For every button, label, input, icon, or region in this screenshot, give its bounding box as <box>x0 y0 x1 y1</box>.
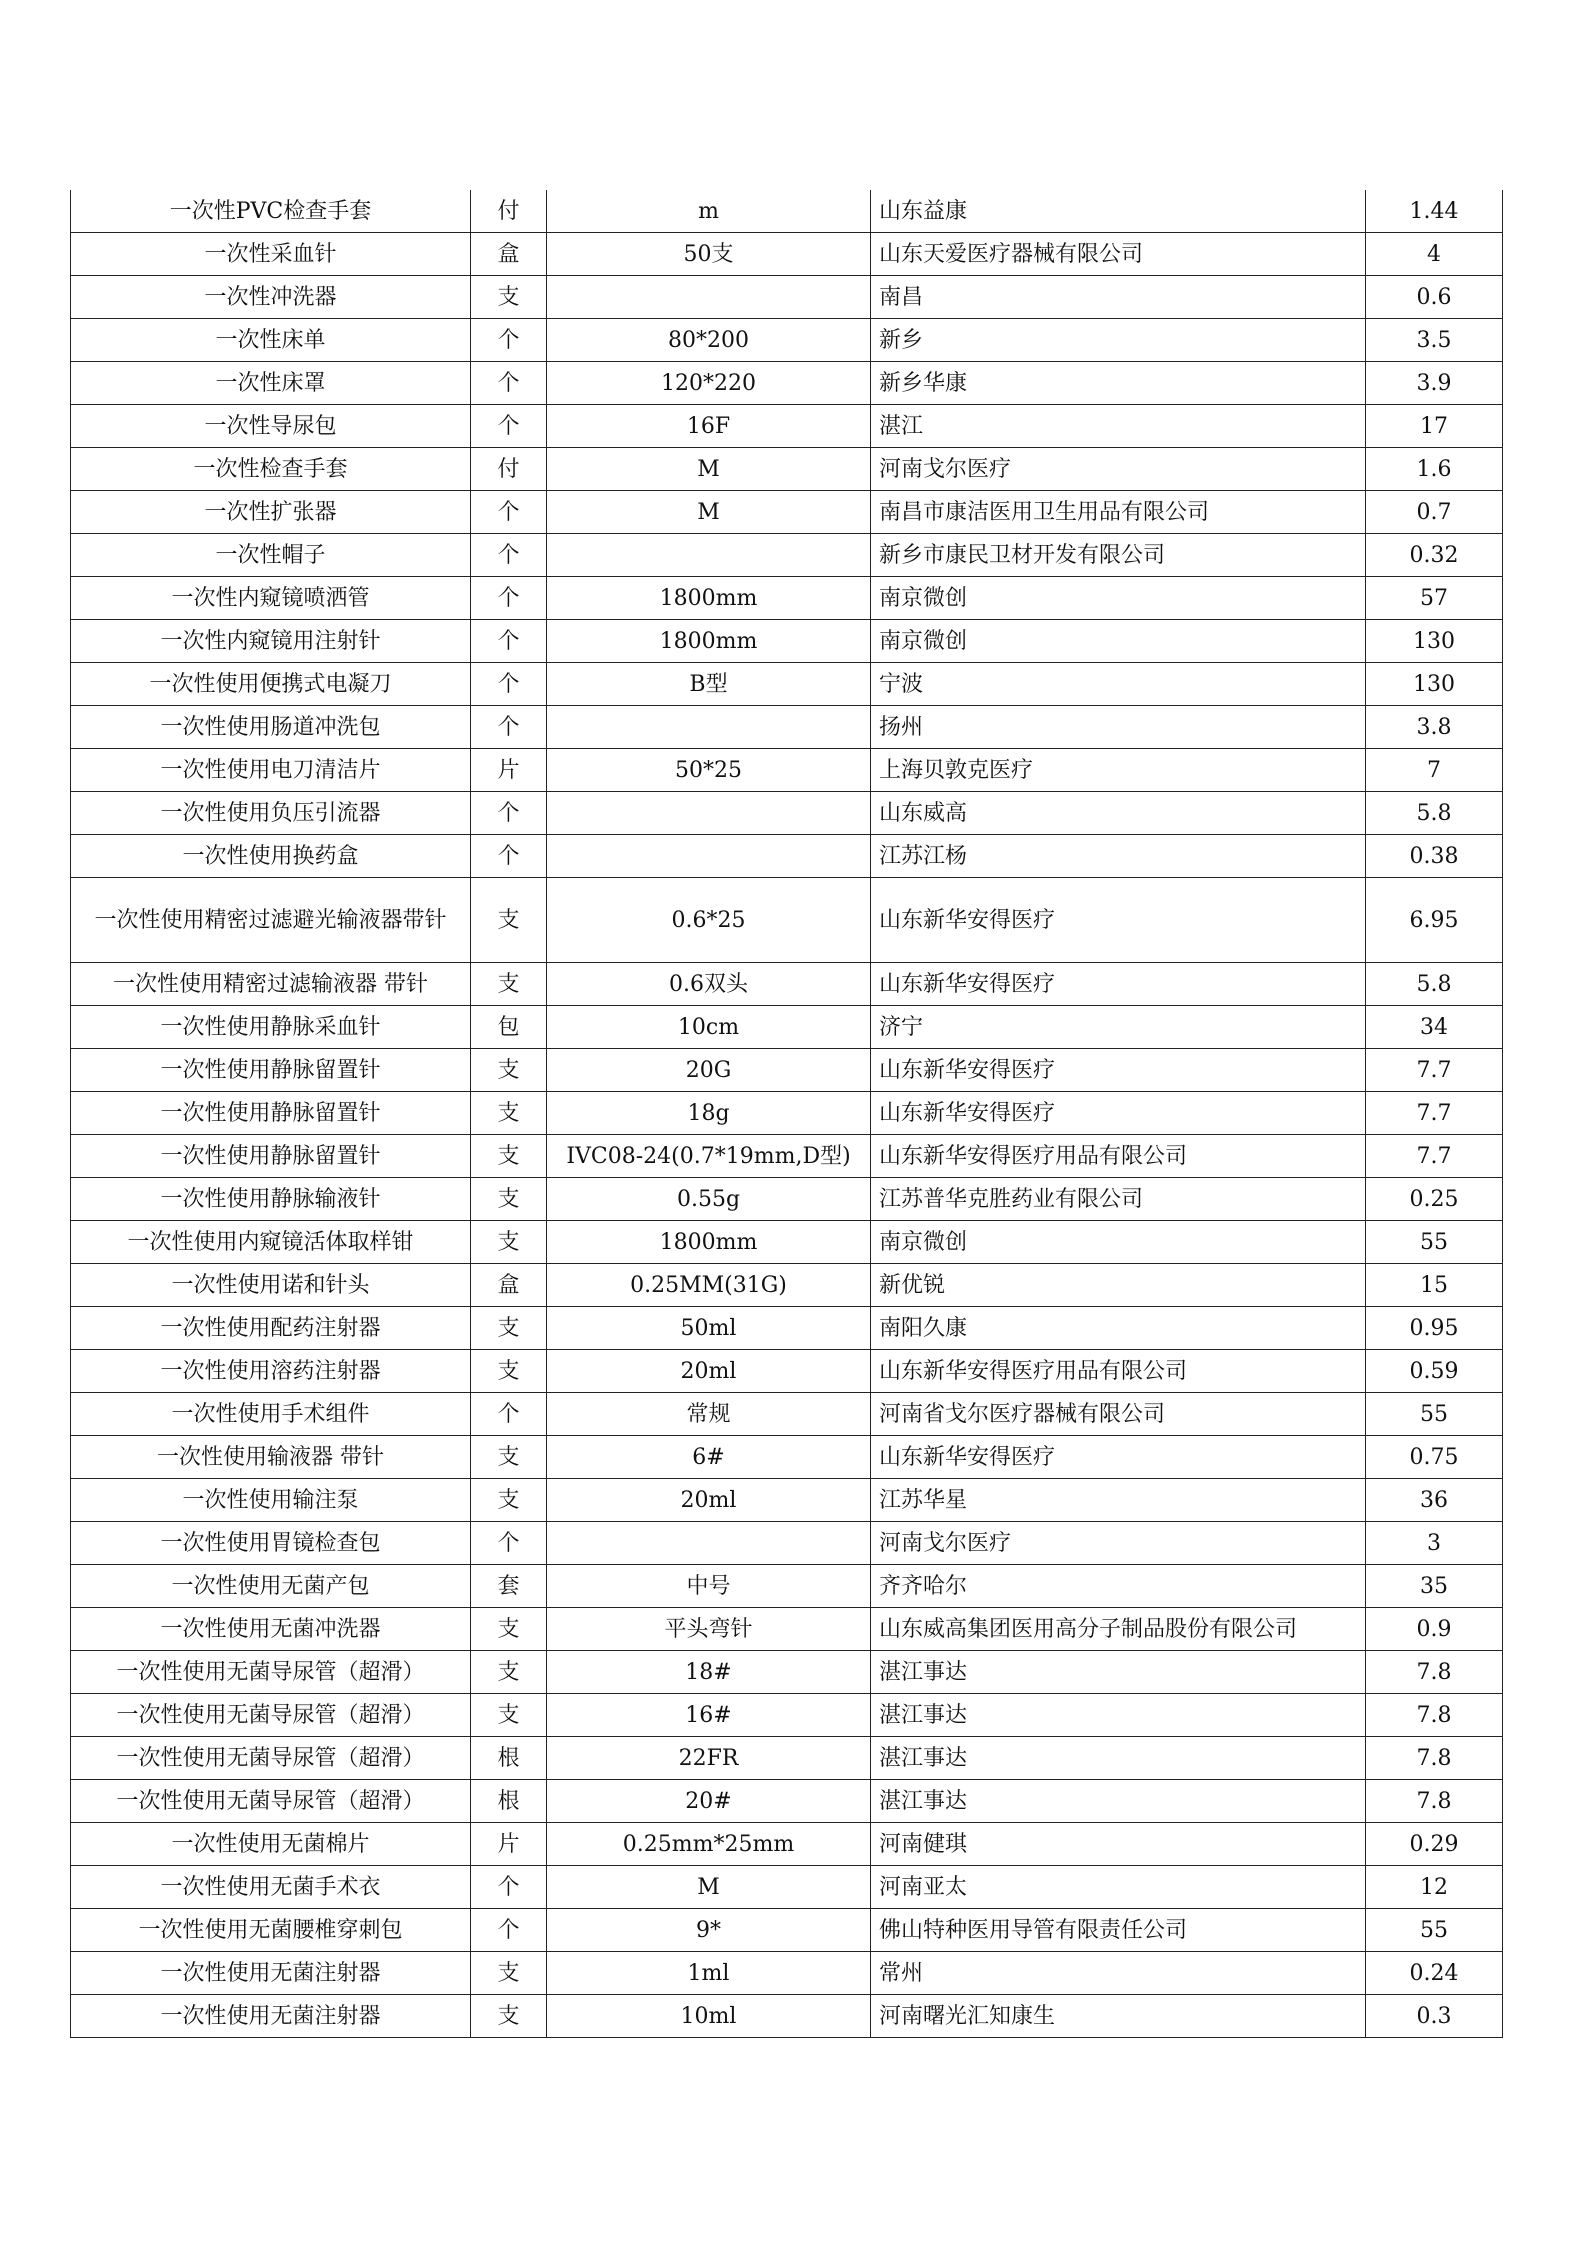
table-row <box>71 1049 1503 1092</box>
table-row <box>71 1393 1503 1436</box>
unit-cell: 支 <box>471 276 547 319</box>
item-name-cell: 一次性使用无菌注射器 <box>71 1952 471 1995</box>
price-cell: 1.44 <box>1366 190 1503 233</box>
manufacturer-cell: 南昌市康洁医用卫生用品有限公司 <box>871 491 1366 534</box>
spec-cell: M <box>547 491 871 534</box>
item-name-cell: 一次性使用胃镜检查包 <box>71 1522 471 1565</box>
item-name-cell: 一次性使用配药注射器 <box>71 1307 471 1350</box>
manufacturer-cell: 齐齐哈尔 <box>871 1565 1366 1608</box>
spec-cell: M <box>547 1866 871 1909</box>
table-row <box>71 1479 1503 1522</box>
price-cell: 0.32 <box>1366 534 1503 577</box>
unit-cell: 片 <box>471 1823 547 1866</box>
manufacturer-cell: 佛山特种医用导管有限责任公司 <box>871 1909 1366 1952</box>
price-cell: 5.8 <box>1366 963 1503 1006</box>
table-row <box>71 878 1503 963</box>
item-name-cell: 一次性床罩 <box>71 362 471 405</box>
unit-cell: 支 <box>471 1307 547 1350</box>
manufacturer-cell: 江苏华星 <box>871 1479 1366 1522</box>
item-name-cell: 一次性使用静脉输液针 <box>71 1178 471 1221</box>
manufacturer-cell: 山东新华安得医疗 <box>871 1436 1366 1479</box>
item-name-cell: 一次性使用肠道冲洗包 <box>71 706 471 749</box>
item-name-cell: 一次性使用输液器 带针 <box>71 1436 471 1479</box>
table-row <box>71 1651 1503 1694</box>
price-cell: 3.9 <box>1366 362 1503 405</box>
price-cell: 7 <box>1366 749 1503 792</box>
spec-cell: 50ml <box>547 1307 871 1350</box>
price-cell: 7.8 <box>1366 1694 1503 1737</box>
table-row <box>71 1264 1503 1307</box>
unit-cell: 个 <box>471 1393 547 1436</box>
price-cell: 7.8 <box>1366 1780 1503 1823</box>
price-cell: 17 <box>1366 405 1503 448</box>
table-row <box>71 1780 1503 1823</box>
table-row <box>71 1737 1503 1780</box>
spec-cell: 50*25 <box>547 749 871 792</box>
table-row <box>71 1221 1503 1264</box>
unit-cell: 支 <box>471 963 547 1006</box>
spec-cell: B型 <box>547 663 871 706</box>
unit-cell: 付 <box>471 190 547 233</box>
item-name-cell: 一次性PVC检查手套 <box>71 190 471 233</box>
spec-cell: IVC08-24(0.7*19mm,D型) <box>547 1135 871 1178</box>
unit-cell: 支 <box>471 1049 547 1092</box>
spec-cell <box>547 534 871 577</box>
item-name-cell: 一次性使用静脉留置针 <box>71 1135 471 1178</box>
spec-cell <box>547 276 871 319</box>
table-row <box>71 1995 1503 2038</box>
item-name-cell: 一次性内窥镜用注射针 <box>71 620 471 663</box>
price-cell: 7.8 <box>1366 1651 1503 1694</box>
spec-cell: 0.6双头 <box>547 963 871 1006</box>
unit-cell: 支 <box>471 1092 547 1135</box>
manufacturer-cell: 湛江事达 <box>871 1737 1366 1780</box>
unit-cell: 包 <box>471 1006 547 1049</box>
manufacturer-cell: 山东新华安得医疗用品有限公司 <box>871 1350 1366 1393</box>
unit-cell: 根 <box>471 1737 547 1780</box>
table-row <box>71 1608 1503 1651</box>
price-cell: 7.7 <box>1366 1092 1503 1135</box>
table-row <box>71 620 1503 663</box>
item-name-cell: 一次性使用无菌导尿管（超滑） <box>71 1780 471 1823</box>
price-cell: 0.59 <box>1366 1350 1503 1393</box>
spec-cell: 1ml <box>547 1952 871 1995</box>
spec-cell: m <box>547 190 871 233</box>
item-name-cell: 一次性使用无菌产包 <box>71 1565 471 1608</box>
item-name-cell: 一次性帽子 <box>71 534 471 577</box>
manufacturer-cell: 河南戈尔医疗 <box>871 448 1366 491</box>
item-name-cell: 一次性使用无菌手术衣 <box>71 1866 471 1909</box>
price-cell: 55 <box>1366 1909 1503 1952</box>
table-row <box>71 1350 1503 1393</box>
manufacturer-cell: 山东威高集团医用高分子制品股份有限公司 <box>871 1608 1366 1651</box>
spec-cell: 0.25mm*25mm <box>547 1823 871 1866</box>
table-row <box>71 1952 1503 1995</box>
unit-cell: 支 <box>471 1221 547 1264</box>
spec-cell: 0.6*25 <box>547 878 871 963</box>
table-row <box>71 534 1503 577</box>
item-name-cell: 一次性使用无菌导尿管（超滑） <box>71 1694 471 1737</box>
price-cell: 0.9 <box>1366 1608 1503 1651</box>
price-cell: 130 <box>1366 663 1503 706</box>
manufacturer-cell: 山东天爱医疗器械有限公司 <box>871 233 1366 276</box>
manufacturer-cell: 常州 <box>871 1952 1366 1995</box>
table-row <box>71 963 1503 1006</box>
spec-cell <box>547 706 871 749</box>
unit-cell: 个 <box>471 792 547 835</box>
item-name-cell: 一次性使用输注泵 <box>71 1479 471 1522</box>
spec-cell: 20ml <box>547 1350 871 1393</box>
manufacturer-cell: 河南健琪 <box>871 1823 1366 1866</box>
price-cell: 6.95 <box>1366 878 1503 963</box>
table-row <box>71 1006 1503 1049</box>
spec-cell: 6# <box>547 1436 871 1479</box>
table-row <box>71 405 1503 448</box>
spec-cell: 1800mm <box>547 620 871 663</box>
table-row <box>71 491 1503 534</box>
manufacturer-cell: 河南亚太 <box>871 1866 1366 1909</box>
price-cell: 55 <box>1366 1393 1503 1436</box>
spec-cell: 80*200 <box>547 319 871 362</box>
table-row <box>71 233 1503 276</box>
item-name-cell: 一次性使用精密过滤输液器 带针 <box>71 963 471 1006</box>
table-row <box>71 706 1503 749</box>
price-cell: 0.25 <box>1366 1178 1503 1221</box>
spec-cell <box>547 792 871 835</box>
table-row <box>71 1178 1503 1221</box>
item-name-cell: 一次性使用无菌冲洗器 <box>71 1608 471 1651</box>
table-row <box>71 1909 1503 1952</box>
item-name-cell: 一次性使用静脉采血针 <box>71 1006 471 1049</box>
item-name-cell: 一次性使用静脉留置针 <box>71 1092 471 1135</box>
table-row <box>71 319 1503 362</box>
unit-cell: 付 <box>471 448 547 491</box>
price-cell: 7.7 <box>1366 1049 1503 1092</box>
price-cell: 0.95 <box>1366 1307 1503 1350</box>
product-price-table <box>70 190 1503 2038</box>
spec-cell: 常规 <box>547 1393 871 1436</box>
table-row <box>71 1823 1503 1866</box>
unit-cell: 支 <box>471 878 547 963</box>
manufacturer-cell: 新优锐 <box>871 1264 1366 1307</box>
unit-cell: 个 <box>471 319 547 362</box>
unit-cell: 根 <box>471 1780 547 1823</box>
item-name-cell: 一次性内窥镜喷洒管 <box>71 577 471 620</box>
unit-cell: 个 <box>471 577 547 620</box>
manufacturer-cell: 新乡 <box>871 319 1366 362</box>
price-cell: 12 <box>1366 1866 1503 1909</box>
item-name-cell: 一次性使用静脉留置针 <box>71 1049 471 1092</box>
item-name-cell: 一次性冲洗器 <box>71 276 471 319</box>
price-cell: 5.8 <box>1366 792 1503 835</box>
price-cell: 35 <box>1366 1565 1503 1608</box>
spec-cell: 20G <box>547 1049 871 1092</box>
manufacturer-cell: 扬州 <box>871 706 1366 749</box>
unit-cell: 片 <box>471 749 547 792</box>
spec-cell: 9* <box>547 1909 871 1952</box>
price-cell: 36 <box>1366 1479 1503 1522</box>
unit-cell: 支 <box>471 1651 547 1694</box>
table-row <box>71 749 1503 792</box>
manufacturer-cell: 河南曙光汇知康生 <box>871 1995 1366 2038</box>
manufacturer-cell: 山东益康 <box>871 190 1366 233</box>
spec-cell: 20# <box>547 1780 871 1823</box>
table-row <box>71 448 1503 491</box>
spec-cell: 10cm <box>547 1006 871 1049</box>
price-cell: 3.8 <box>1366 706 1503 749</box>
price-cell: 0.24 <box>1366 1952 1503 1995</box>
table-row <box>71 663 1503 706</box>
spec-cell: 20ml <box>547 1479 871 1522</box>
unit-cell: 支 <box>471 1952 547 1995</box>
unit-cell: 支 <box>471 1436 547 1479</box>
unit-cell: 个 <box>471 1909 547 1952</box>
price-cell: 0.75 <box>1366 1436 1503 1479</box>
unit-cell: 个 <box>471 663 547 706</box>
table-row <box>71 1436 1503 1479</box>
spec-cell: 16# <box>547 1694 871 1737</box>
item-name-cell: 一次性使用无菌导尿管（超滑） <box>71 1737 471 1780</box>
item-name-cell: 一次性使用无菌棉片 <box>71 1823 471 1866</box>
item-name-cell: 一次性检查手套 <box>71 448 471 491</box>
table-row <box>71 577 1503 620</box>
item-name-cell: 一次性使用手术组件 <box>71 1393 471 1436</box>
table-row <box>71 1522 1503 1565</box>
item-name-cell: 一次性导尿包 <box>71 405 471 448</box>
price-cell: 7.8 <box>1366 1737 1503 1780</box>
table-row <box>71 1866 1503 1909</box>
unit-cell: 支 <box>471 1995 547 2038</box>
item-name-cell: 一次性使用负压引流器 <box>71 792 471 835</box>
item-name-cell: 一次性使用无菌注射器 <box>71 1995 471 2038</box>
unit-cell: 个 <box>471 620 547 663</box>
price-cell: 57 <box>1366 577 1503 620</box>
price-cell: 0.7 <box>1366 491 1503 534</box>
spec-cell <box>547 835 871 878</box>
spec-cell: 18g <box>547 1092 871 1135</box>
table-row <box>71 1307 1503 1350</box>
item-name-cell: 一次性使用无菌腰椎穿刺包 <box>71 1909 471 1952</box>
unit-cell: 个 <box>471 706 547 749</box>
unit-cell: 支 <box>471 1350 547 1393</box>
spec-cell: 中号 <box>547 1565 871 1608</box>
unit-cell: 个 <box>471 534 547 577</box>
unit-cell: 盒 <box>471 1264 547 1307</box>
manufacturer-cell: 山东新华安得医疗 <box>871 1049 1366 1092</box>
table-row <box>71 835 1503 878</box>
table-row <box>71 276 1503 319</box>
manufacturer-cell: 山东威高 <box>871 792 1366 835</box>
unit-cell: 支 <box>471 1608 547 1651</box>
manufacturer-cell: 湛江事达 <box>871 1780 1366 1823</box>
spec-cell: 1800mm <box>547 577 871 620</box>
table-row <box>71 1092 1503 1135</box>
spec-cell: 18# <box>547 1651 871 1694</box>
manufacturer-cell: 新乡市康民卫材开发有限公司 <box>871 534 1366 577</box>
spec-cell <box>547 1522 871 1565</box>
unit-cell: 盒 <box>471 233 547 276</box>
spec-cell: 10ml <box>547 1995 871 2038</box>
unit-cell: 支 <box>471 1694 547 1737</box>
unit-cell: 个 <box>471 491 547 534</box>
table-row <box>71 362 1503 405</box>
unit-cell: 个 <box>471 835 547 878</box>
table-row <box>71 792 1503 835</box>
price-cell: 3.5 <box>1366 319 1503 362</box>
item-name-cell: 一次性使用电刀清洁片 <box>71 749 471 792</box>
unit-cell: 支 <box>471 1135 547 1178</box>
spec-cell: 120*220 <box>547 362 871 405</box>
item-name-cell: 一次性采血针 <box>71 233 471 276</box>
price-cell: 0.38 <box>1366 835 1503 878</box>
unit-cell: 个 <box>471 1522 547 1565</box>
price-cell: 0.29 <box>1366 1823 1503 1866</box>
table-row <box>71 1565 1503 1608</box>
manufacturer-cell: 南京微创 <box>871 577 1366 620</box>
price-cell: 130 <box>1366 620 1503 663</box>
price-cell: 1.6 <box>1366 448 1503 491</box>
manufacturer-cell: 上海贝敦克医疗 <box>871 749 1366 792</box>
price-cell: 4 <box>1366 233 1503 276</box>
manufacturer-cell: 宁波 <box>871 663 1366 706</box>
table-row <box>71 1694 1503 1737</box>
price-cell: 34 <box>1366 1006 1503 1049</box>
unit-cell: 个 <box>471 1866 547 1909</box>
manufacturer-cell: 湛江 <box>871 405 1366 448</box>
spec-cell: 16F <box>547 405 871 448</box>
manufacturer-cell: 新乡华康 <box>871 362 1366 405</box>
manufacturer-cell: 江苏江杨 <box>871 835 1366 878</box>
table-body <box>71 190 1503 2038</box>
manufacturer-cell: 河南省戈尔医疗器械有限公司 <box>871 1393 1366 1436</box>
spec-cell: 1800mm <box>547 1221 871 1264</box>
price-cell: 15 <box>1366 1264 1503 1307</box>
unit-cell: 个 <box>471 362 547 405</box>
unit-cell: 套 <box>471 1565 547 1608</box>
item-name-cell: 一次性使用精密过滤避光输液器带针 <box>71 878 471 963</box>
price-cell: 0.6 <box>1366 276 1503 319</box>
item-name-cell: 一次性床单 <box>71 319 471 362</box>
item-name-cell: 一次性使用内窥镜活体取样钳 <box>71 1221 471 1264</box>
spec-cell: M <box>547 448 871 491</box>
table-row <box>71 190 1503 233</box>
table-row <box>71 1135 1503 1178</box>
manufacturer-cell: 湛江事达 <box>871 1651 1366 1694</box>
price-cell: 7.7 <box>1366 1135 1503 1178</box>
manufacturer-cell: 南昌 <box>871 276 1366 319</box>
item-name-cell: 一次性扩张器 <box>71 491 471 534</box>
item-name-cell: 一次性使用换药盒 <box>71 835 471 878</box>
unit-cell: 个 <box>471 405 547 448</box>
manufacturer-cell: 南京微创 <box>871 620 1366 663</box>
manufacturer-cell: 山东新华安得医疗 <box>871 963 1366 1006</box>
manufacturer-cell: 河南戈尔医疗 <box>871 1522 1366 1565</box>
item-name-cell: 一次性使用溶药注射器 <box>71 1350 471 1393</box>
spec-cell: 0.25MM(31G) <box>547 1264 871 1307</box>
item-name-cell: 一次性使用便携式电凝刀 <box>71 663 471 706</box>
spec-cell: 平头弯针 <box>547 1608 871 1651</box>
price-cell: 0.3 <box>1366 1995 1503 2038</box>
spec-cell: 0.55g <box>547 1178 871 1221</box>
unit-cell: 支 <box>471 1479 547 1522</box>
manufacturer-cell: 山东新华安得医疗 <box>871 1092 1366 1135</box>
spec-cell: 22FR <box>547 1737 871 1780</box>
manufacturer-cell: 南阳久康 <box>871 1307 1366 1350</box>
item-name-cell: 一次性使用无菌导尿管（超滑） <box>71 1651 471 1694</box>
manufacturer-cell: 山东新华安得医疗 <box>871 878 1366 963</box>
manufacturer-cell: 江苏普华克胜药业有限公司 <box>871 1178 1366 1221</box>
spec-cell: 50支 <box>547 233 871 276</box>
manufacturer-cell: 山东新华安得医疗用品有限公司 <box>871 1135 1366 1178</box>
price-cell: 55 <box>1366 1221 1503 1264</box>
manufacturer-cell: 南京微创 <box>871 1221 1366 1264</box>
manufacturer-cell: 济宁 <box>871 1006 1366 1049</box>
manufacturer-cell: 湛江事达 <box>871 1694 1366 1737</box>
item-name-cell: 一次性使用诺和针头 <box>71 1264 471 1307</box>
price-cell: 3 <box>1366 1522 1503 1565</box>
unit-cell: 支 <box>471 1178 547 1221</box>
